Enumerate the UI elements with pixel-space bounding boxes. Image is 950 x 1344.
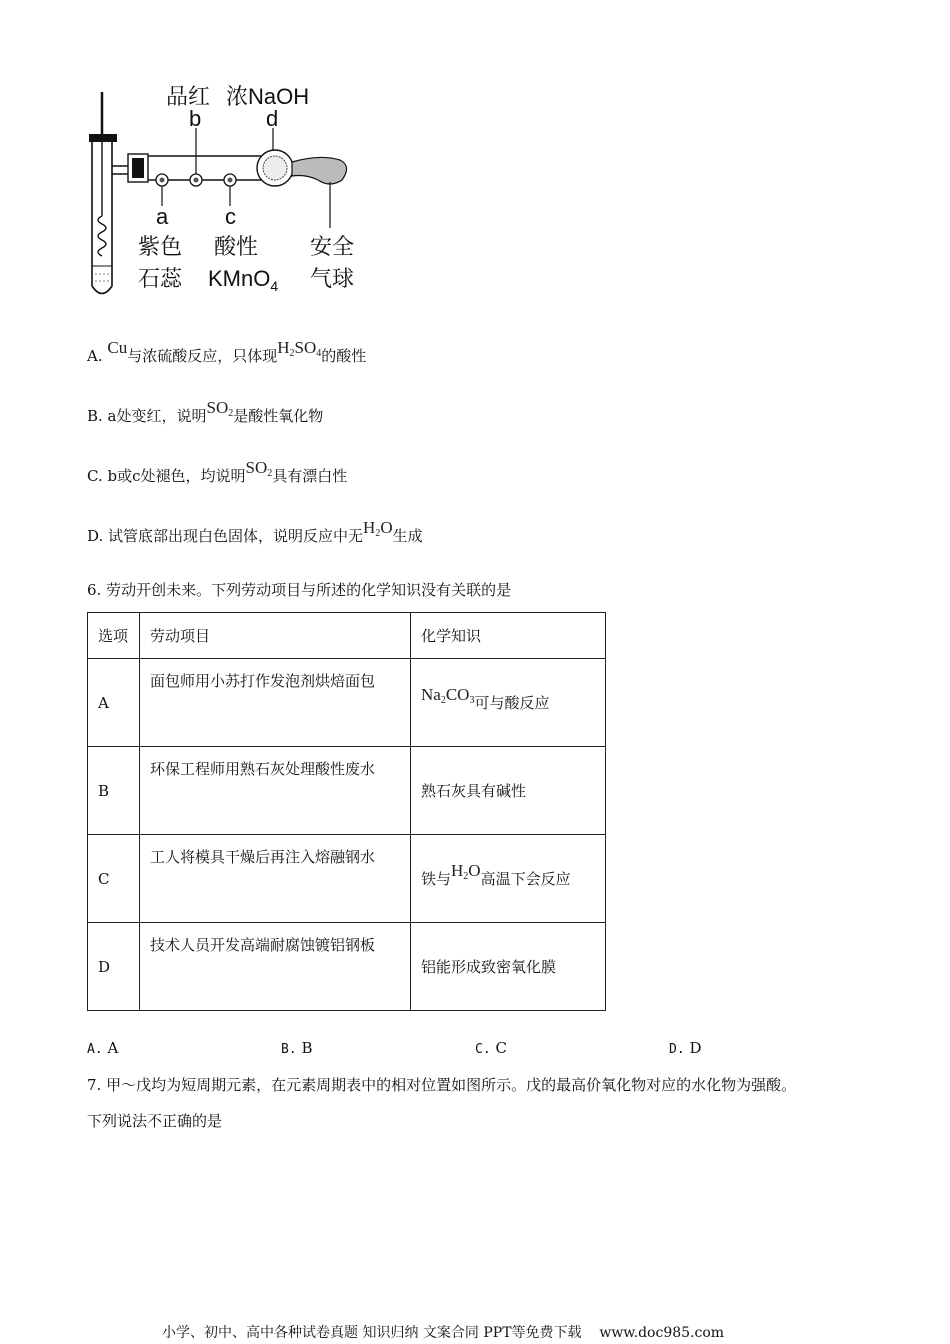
label-d: d [266, 106, 279, 131]
q6-table [87, 612, 606, 1011]
label-balloon-1: 安全 [310, 235, 355, 260]
formula-so2: $SO_2$ [206, 398, 234, 419]
label-balloon-2: 气球 [310, 267, 355, 292]
answer-choice-d[interactable]: D. D [669, 1039, 702, 1057]
option-b: B. a处变红，说明$SO_2$是酸性氧化物 [87, 398, 324, 425]
formula-so2: $SO_2$ [245, 458, 273, 479]
row-chem-knowledge: $Na_2CO_3$可与酸反应 [411, 659, 606, 747]
label-b: b [189, 106, 202, 131]
label-c: c [225, 204, 236, 229]
label-acidic: 酸性 [214, 235, 259, 260]
label-pinhong: 品红 [166, 85, 211, 110]
test-tube-stopper [89, 134, 117, 142]
footer-text: 小学、初中、高中各种试卷真题 知识归纳 文案合同 PPT等免费下载 [162, 1325, 582, 1341]
table-row [88, 835, 606, 923]
label-naoh: 浓NaOH [226, 84, 310, 109]
formula-h2o: $H_2O$ [363, 518, 393, 539]
header-option: 选项 [88, 613, 140, 659]
header-labor-item: 劳动项目 [140, 613, 411, 659]
table-row [88, 923, 606, 1011]
option-d: D. 试管底部出现白色固体，说明反应中无$H_2O$生成 [87, 518, 423, 545]
table-row [88, 747, 606, 835]
answer-choice-b[interactable]: B. B [281, 1039, 313, 1057]
copper-coil [98, 216, 106, 256]
footer [162, 1322, 724, 1342]
apparatus-diagram [80, 76, 370, 308]
answer-choice-a[interactable]: A. A [87, 1039, 119, 1057]
question-6-stem: 6. 劳动开创未来。下列劳动项目与所述的化学知识没有关联的是 [87, 581, 512, 599]
row-option: C [88, 835, 140, 923]
formula-na2co3: $Na_2CO_3$ [421, 684, 475, 706]
footer-site-link[interactable]: www.doc985.com [599, 1325, 725, 1341]
label-kmno4: KMnO$_4$ [208, 266, 279, 294]
safety-balloon [292, 157, 347, 184]
header-chem-knowledge: 化学知识 [411, 613, 606, 659]
row-labor-item: 环保工程师用熟石灰处理酸性废水 [140, 747, 411, 835]
row-chem-knowledge: 铁与$H_2O$高温下会反应 [411, 835, 606, 923]
table-header-row [88, 613, 606, 659]
formula-h2so4: $H_2SO_4$ [277, 338, 322, 359]
table-row [88, 659, 606, 747]
question-7-stem-line1: 7. 甲～戊均为短周期元素，在元素周期表中的相对位置如图所示。戊的最高价氧化物对应的水化物为强酸。 [87, 1076, 797, 1094]
label-a: a [156, 204, 169, 229]
answer-choice-c[interactable]: C. C [475, 1039, 507, 1057]
row-option: D [88, 923, 140, 1011]
label-litmus-2: 石蕊 [138, 267, 183, 292]
row-chem-knowledge: 熟石灰具有碱性 [411, 747, 606, 835]
option-c: C. b或c处褪色，均说明$SO_2$具有漂白性 [87, 458, 348, 485]
row-option: B [88, 747, 140, 835]
option-a: A. Cu与浓硫酸反应，只体现$H_2SO_4$的酸性 [87, 338, 367, 365]
label-litmus-1: 紫色 [138, 235, 183, 260]
row-labor-item: 技术人员开发高端耐腐蚀镀铝钢板 [140, 923, 411, 1011]
question-7-stem-line2: 下列说法不正确的是 [87, 1112, 223, 1130]
row-labor-item: 工人将模具干燥后再注入熔融钢水 [140, 835, 411, 923]
formula-h2o: $H_2O$ [451, 860, 481, 882]
row-chem-knowledge: 铝能形成致密氧化膜 [411, 923, 606, 1011]
row-option: A [88, 659, 140, 747]
formula-cu: Cu [107, 338, 128, 357]
row-labor-item: 面包师用小苏打作发泡剂烘焙面包 [140, 659, 411, 747]
